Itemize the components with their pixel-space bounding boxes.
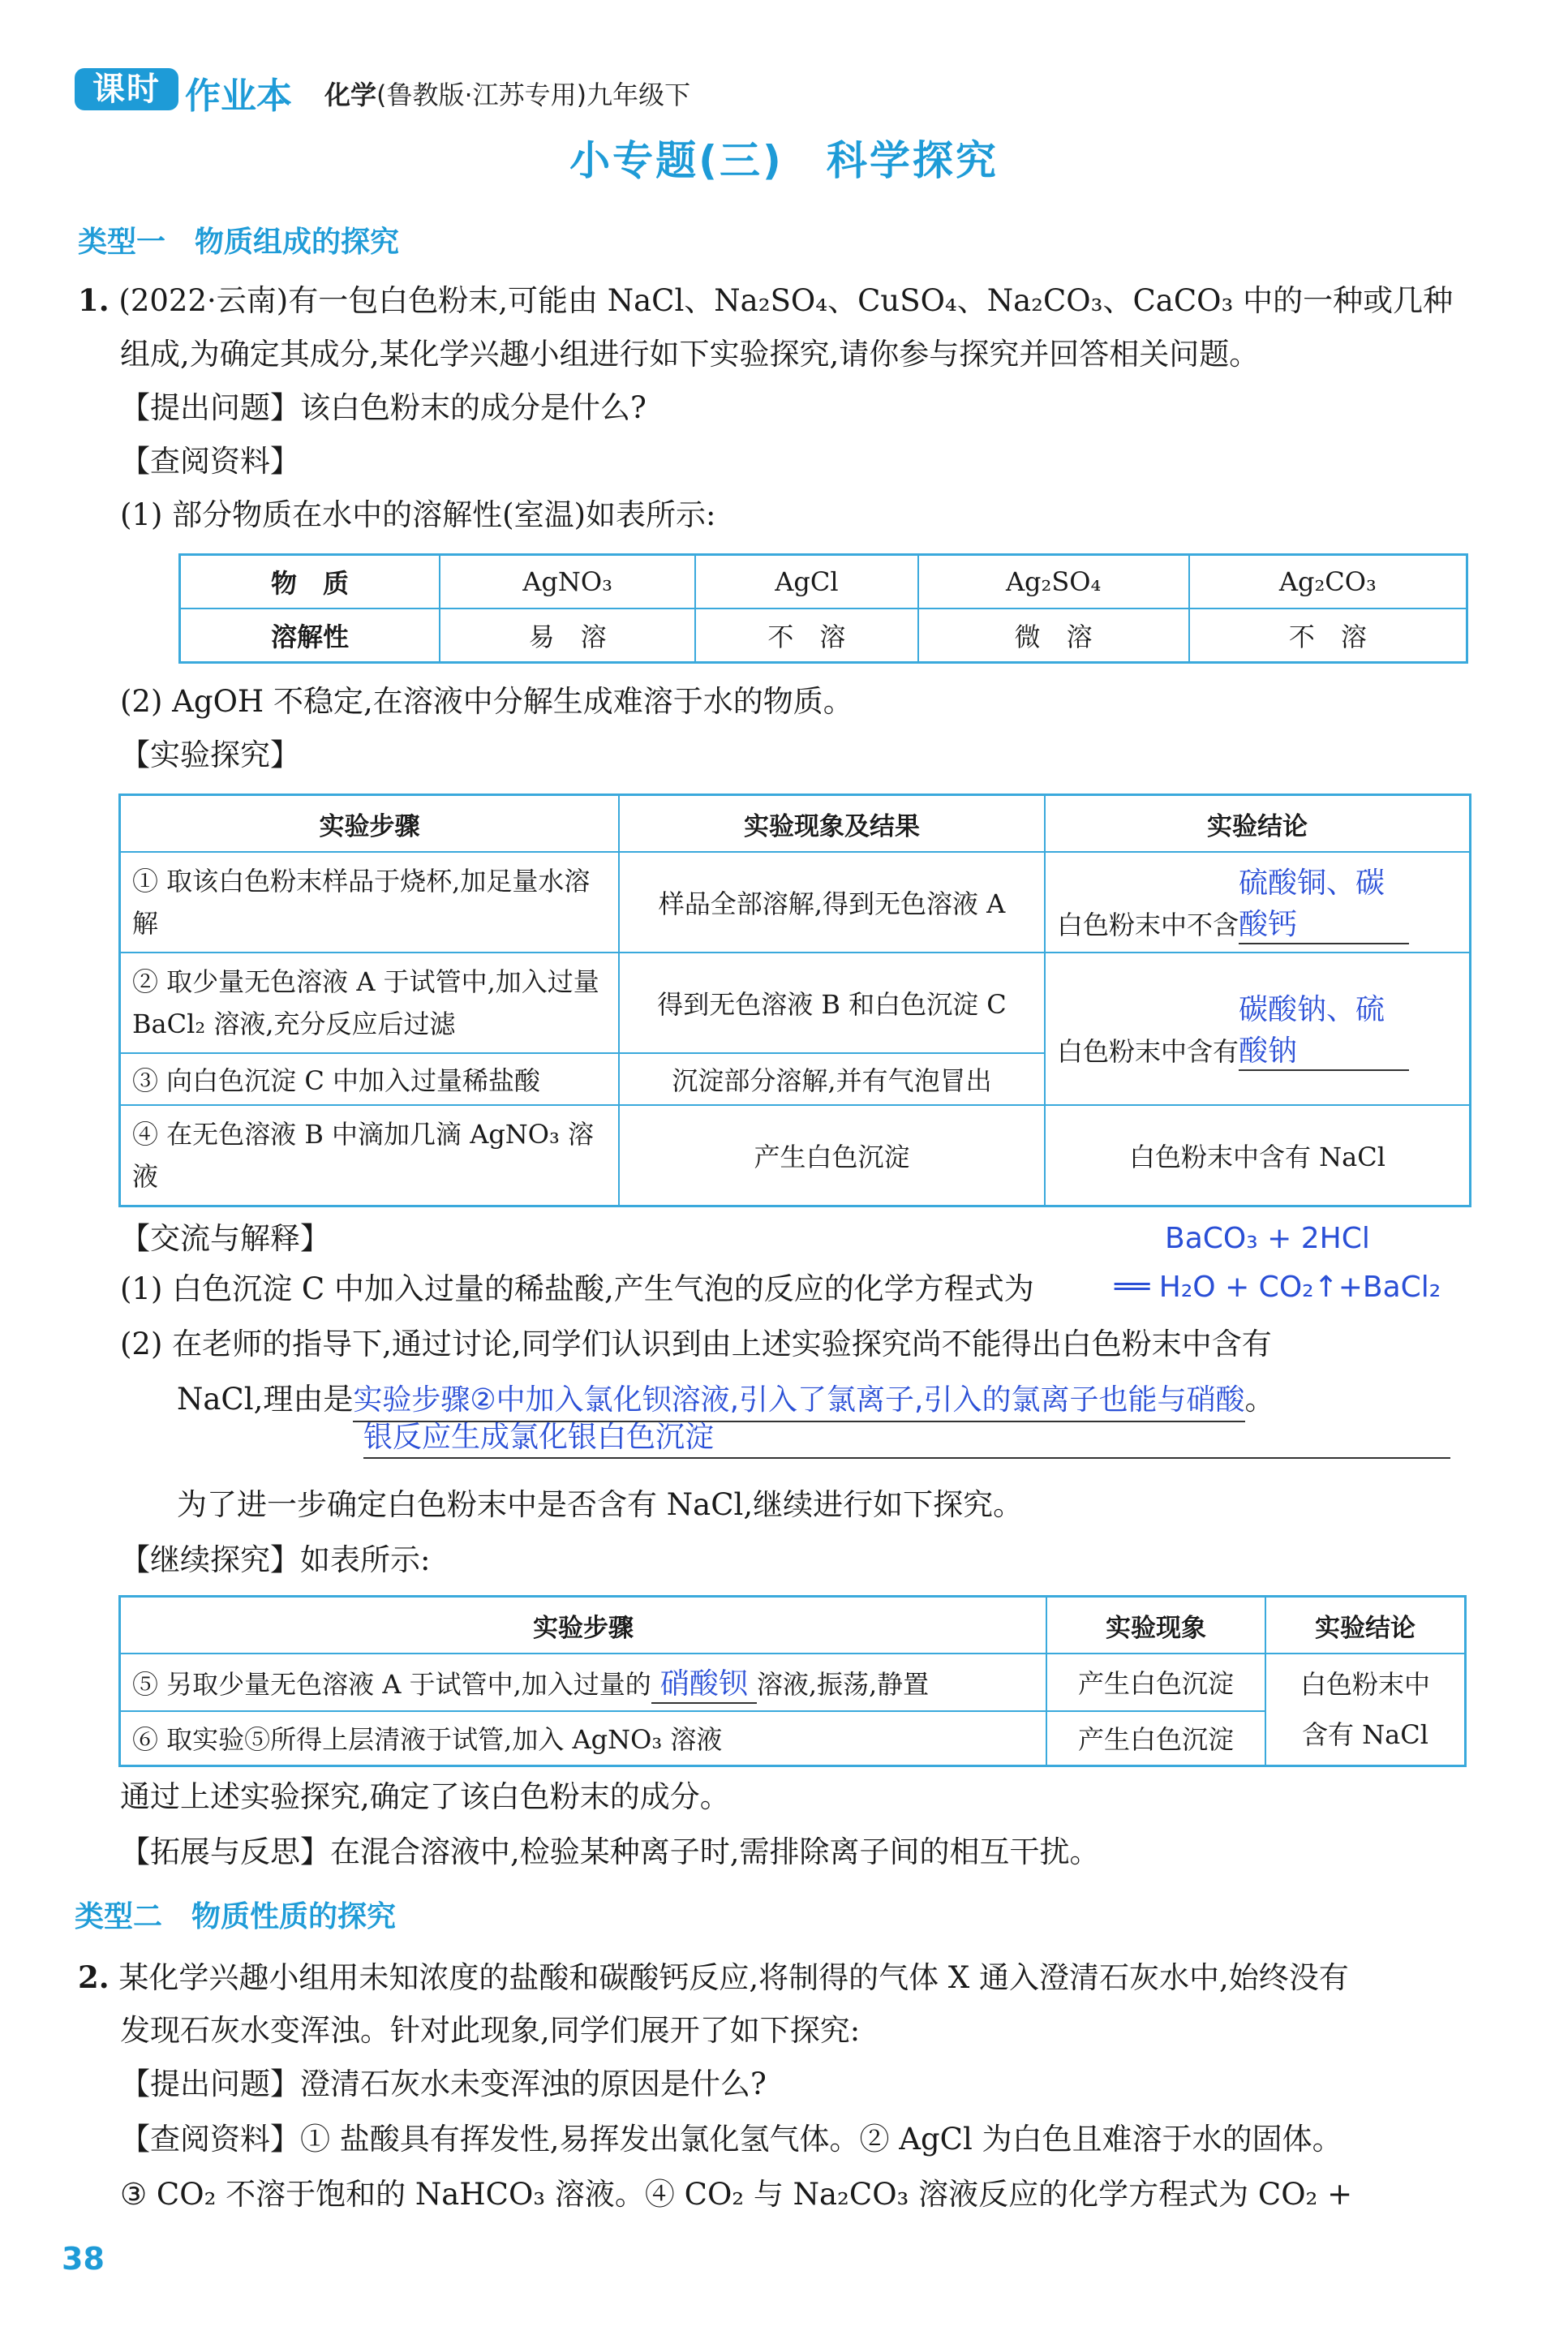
q2-ref-1: 【查阅资料】① 盐酸具有挥发性,易挥发出氯化氢气体。② AgCl 为白色且难溶于水的固体。 [120, 2122, 1342, 2157]
q1-talk-1: (1) 白色沉淀 C 中加入过量的稀盐酸,产生气泡的反应的化学方程式为 [120, 1271, 1034, 1306]
q1-talk-heading: 【交流与解释】 [120, 1221, 330, 1256]
table-cell: 样品全部溶解,得到无色溶液 A [619, 852, 1045, 953]
table-row [180, 609, 1467, 663]
step5-prefix: ⑤ 另取少量无色溶液 A 于试管中,加入过量的 [132, 1668, 651, 1700]
table-row [120, 1597, 1466, 1654]
table-row [120, 1711, 1466, 1766]
table-cell: 产生白色沉淀 [619, 1105, 1045, 1206]
table-cell: ⑥ 取实验⑤所得上层清液于试管,加入 AgNO₃ 溶液 [120, 1711, 1047, 1766]
table-row [120, 795, 1471, 853]
table-cell: 白色粉末中含有 NaCl [1045, 1105, 1471, 1206]
q1-reflect: 【拓展与反思】在混合溶液中,检验某种离子时,需排除离子间的相互干扰。 [120, 1834, 1100, 1869]
table-row [120, 1654, 1466, 1711]
table-row [180, 555, 1467, 609]
q1-ref-2: (2) AgOH 不稳定,在溶液中分解生成难溶于水的物质。 [120, 684, 853, 719]
q2-number: 2. [78, 1959, 110, 1995]
continued-table [118, 1595, 1467, 1767]
q2-text-1: 某化学兴趣小组用未知浓度的盐酸和碳酸钙反应,将制得的气体 X 通入澄清石灰水中,始终没有 [118, 1960, 1349, 1995]
brand-logo: 课时 [75, 68, 178, 110]
table-cell: AgCl [695, 555, 917, 609]
q2-line-1 [78, 1957, 1349, 1998]
q1-confirm: 通过上述实验探究,确定了该白色粉末的成分。 [120, 1779, 730, 1814]
table-cell: ② 取少量无色溶液 A 于试管中,加入过量 BaCl₂ 溶液,充分反应后过滤 [120, 953, 620, 1053]
table-cell: 得到无色溶液 B 和白色沉淀 C [619, 953, 1045, 1053]
table-cell: 物 质 [180, 555, 440, 609]
reason-answer-2: 银反应生成氯化银白色沉淀 [363, 1418, 1450, 1459]
equation-top: BaCO₃ + 2HCl [1165, 1222, 1370, 1255]
table-cell: 溶解性 [180, 609, 440, 663]
table-cell: 产生白色沉淀 [1046, 1711, 1265, 1766]
table-cell [1045, 953, 1471, 1105]
q1-ref-heading: 【查阅资料】 [120, 444, 300, 479]
table-header: 实验结论 [1045, 795, 1471, 853]
reason-answer-1: 实验步骤②中加入氯化钡溶液,引入了氯离子,引入的氯离子也能与硝酸 [353, 1380, 1244, 1422]
reason-end: 。 [1244, 1382, 1275, 1417]
q1-line-2: 组成,为确定其成分,某化学兴趣小组进行如下实验探究,请你参与探究并回答相关问题。 [120, 337, 1260, 372]
q1-line-1 [78, 280, 1453, 321]
experiment-table [118, 793, 1471, 1207]
step5-suffix: 溶液,振荡,静置 [756, 1668, 930, 1700]
table-cell [120, 1654, 1047, 1711]
q1-cont-heading: 【继续探究】如表所示: [120, 1542, 431, 1577]
table-header: 实验现象及结果 [619, 795, 1045, 853]
page-title: 小专题(三) 科学探究 [569, 137, 999, 184]
table-cell [1265, 1654, 1466, 1766]
con23-answer: 碳酸钠、硫酸钠 [1239, 987, 1409, 1071]
page-number: 38 [62, 2241, 105, 2277]
table-cell: 不 溶 [695, 609, 917, 663]
con1-prefix: 白色粉末中不含 [1057, 910, 1239, 940]
con-line-2: 含有 NaCl [1302, 1719, 1428, 1750]
con-line-1: 白色粉末中 [1300, 1669, 1430, 1700]
q1-number: 1. [78, 282, 110, 318]
q1-text-1: (2022·云南)有一包白色粉末,可能由 NaCl、Na₂SO₄、CuSO₄、Na₂CO₃、CaCO₃ 中的一种或几种 [118, 283, 1454, 318]
con23-prefix: 白色粉末中含有 [1057, 1036, 1239, 1067]
table-cell: ③ 向白色沉淀 C 中加入过量稀盐酸 [120, 1053, 620, 1105]
table-row [120, 1105, 1471, 1206]
equation-bottom: ══ H₂O + CO₂↑+BaCl₂ [1115, 1271, 1441, 1304]
table-cell: 微 溶 [918, 609, 1189, 663]
table-cell: 沉淀部分溶解,并有气泡冒出 [619, 1053, 1045, 1105]
table-cell: ① 取该白色粉末样品于烧杯,加足量水溶解 [120, 852, 620, 953]
q1-further: 为了进一步确定白色粉末中是否含有 NaCl,继续进行如下探究。 [177, 1487, 1024, 1522]
q1-ask: 【提出问题】该白色粉末的成分是什么? [120, 390, 647, 425]
table-cell [1045, 852, 1471, 953]
table-header: 实验步骤 [120, 1597, 1047, 1654]
section-type-1: 类型一 物质组成的探究 [78, 226, 400, 259]
table-cell: AgNO₃ [440, 555, 695, 609]
q2-ref-2: ③ CO₂ 不溶于饱和的 NaHCO₃ 溶液。④ CO₂ 与 Na₂CO₃ 溶液反应的化学方程式为 CO₂ + [120, 2177, 1353, 2212]
table-cell: 易 溶 [440, 609, 695, 663]
table-header: 实验步骤 [120, 795, 620, 853]
subject-bold: 化学 [324, 80, 377, 110]
table-cell: Ag₂CO₃ [1189, 555, 1467, 609]
table-cell: 不 溶 [1189, 609, 1467, 663]
solubility-table [178, 553, 1468, 664]
subject-rest: (鲁教版·江苏专用)九年级下 [376, 80, 691, 110]
reason-prefix: NaCl,理由是 [177, 1382, 354, 1417]
q1-talk-2-line-1: (2) 在老师的指导下,通过讨论,同学们认识到由上述实验探究尚不能得出白色粉末中含有 [120, 1327, 1272, 1361]
table-header: 实验结论 [1265, 1597, 1466, 1654]
q2-line-2: 发现石灰水变浑浊。针对此现象,同学们展开了如下探究: [120, 2013, 861, 2048]
step5-answer: 硝酸钡 [651, 1661, 757, 1704]
q1-talk-2-reason [177, 1379, 1275, 1422]
subject-line [324, 75, 690, 112]
table-cell: Ag₂SO₄ [918, 555, 1189, 609]
book-name: 作业本 [185, 75, 292, 117]
q1-exp-heading: 【实验探究】 [120, 738, 300, 772]
q2-ask: 【提出问题】澄清石灰水未变浑浊的原因是什么? [120, 2067, 767, 2101]
table-cell: ④ 在无色溶液 B 中滴加几滴 AgNO₃ 溶液 [120, 1105, 620, 1206]
q1-ref-1: (1) 部分物质在水中的溶解性(室温)如表所示: [120, 497, 716, 532]
section-type-2: 类型二 物质性质的探究 [75, 1900, 397, 1933]
con1-answer: 硫酸铜、碳酸钙 [1239, 860, 1409, 944]
table-row [120, 953, 1471, 1053]
table-row [120, 852, 1471, 953]
table-header: 实验现象 [1046, 1597, 1265, 1654]
table-cell: 产生白色沉淀 [1046, 1654, 1265, 1711]
